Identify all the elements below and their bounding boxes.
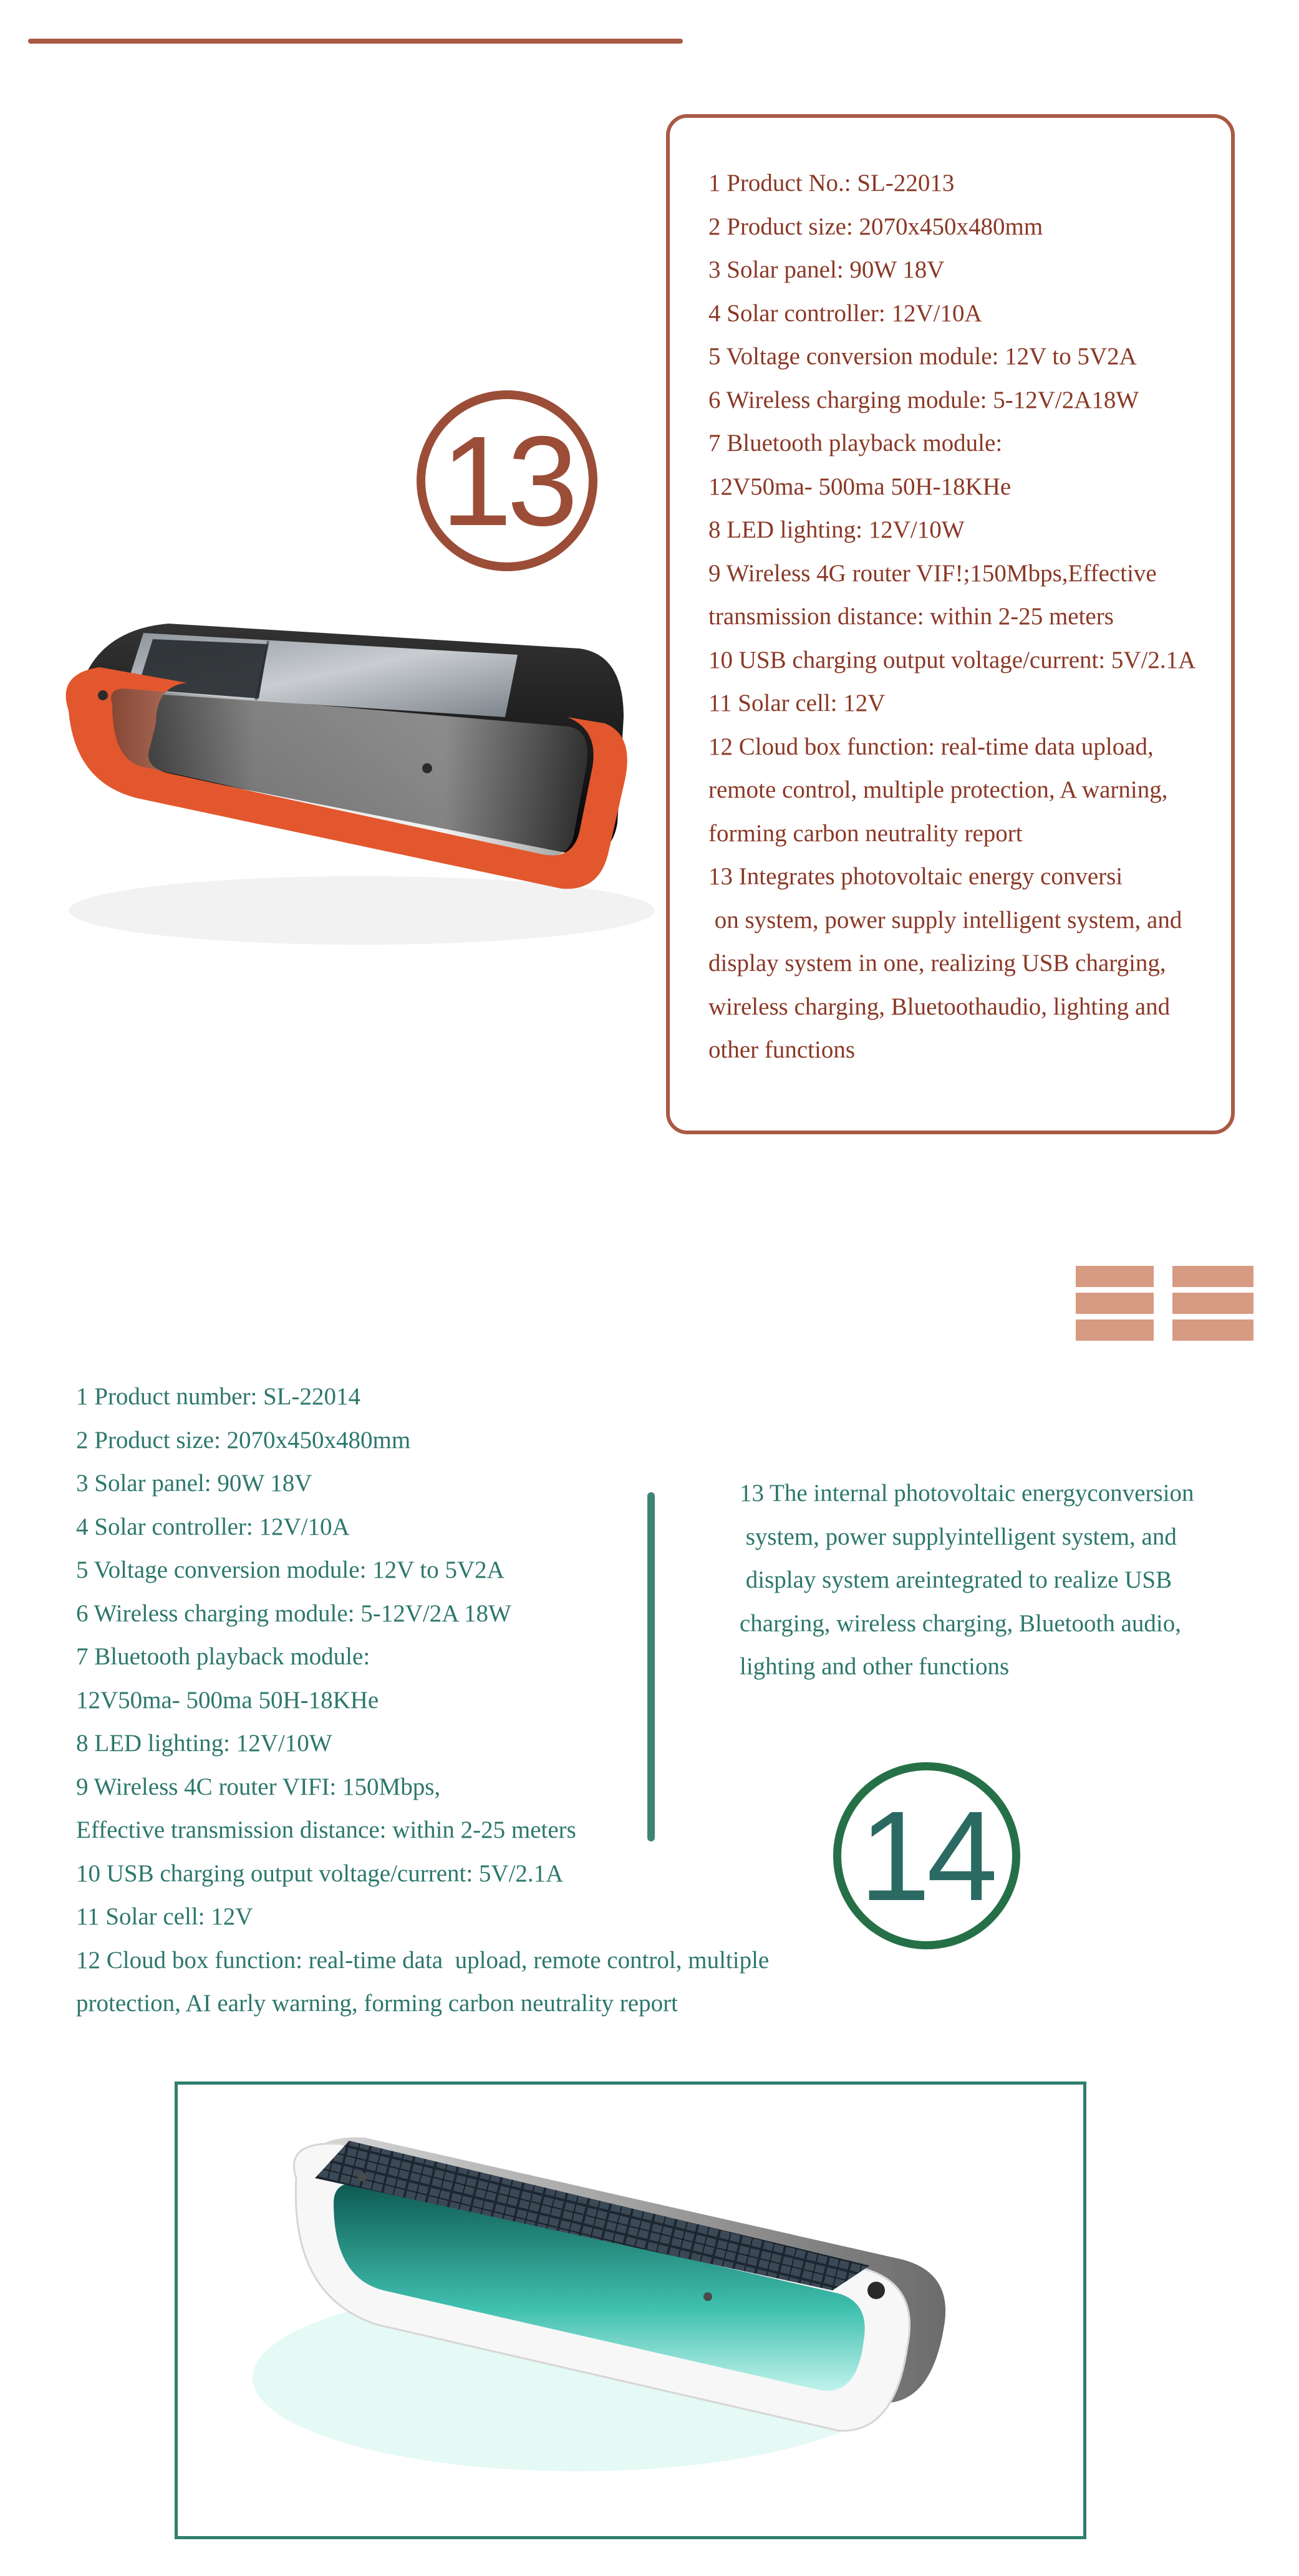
spec-line: 4 Solar controller: 12V/10A	[76, 1513, 350, 1540]
badge-number: 13	[440, 409, 574, 552]
product-image-frame-14	[175, 2082, 1086, 2539]
note-line: lighting and other functions	[740, 1653, 1010, 1680]
spec-line: 7 Bluetooth playback module:	[708, 430, 1003, 456]
spec-line: 3 Solar panel: 90W 18V	[76, 1470, 312, 1497]
note-line: 13 The internal photovoltaic energyconversion	[740, 1480, 1194, 1507]
spec-line: Effective transmission distance: within 2-25 meters	[76, 1816, 576, 1843]
spec-line: remote control, multiple protection, A warning,	[708, 776, 1168, 803]
spec-line: 7 Bluetooth playback module:	[76, 1643, 370, 1670]
spec-line: 12V50ma- 500ma 50H-18KHe	[708, 473, 1012, 500]
spec-line: 5 Voltage conversion module: 12V to 5V2A	[708, 343, 1137, 370]
spec-line: display system in one, realizing USB charging,	[708, 950, 1166, 977]
spec-line: protection, AI early warning, forming carbon neutrality report	[76, 1990, 678, 2017]
top-divider-line	[28, 39, 683, 44]
spec-line: 10 USB charging output voltage/current: 5V/2.1A	[76, 1860, 564, 1887]
spec-line: 2 Product size: 2070x450x480mm	[708, 213, 1043, 240]
spec-line: 10 USB charging output voltage/current: 5V/2.1A	[708, 646, 1196, 673]
spec-line: 2 Product size: 2070x450x480mm	[76, 1426, 411, 1454]
spec-line: 4 Solar controller: 12V/10A	[708, 299, 982, 327]
spec-line: 13 Integrates photovoltaic energy conversi	[708, 863, 1123, 890]
spec-line: 5 Voltage conversion module: 12V to 5V2A	[76, 1556, 505, 1583]
note-line: display system areintegrated to realize USB	[740, 1566, 1172, 1593]
spec-line: 6 Wireless charging module: 5-12V/2A18W	[708, 386, 1139, 413]
spec-line: 12V50ma- 500ma 50H-18KHe	[76, 1686, 379, 1714]
spec-line: wireless charging, Bluetoothaudio, lighting and	[708, 993, 1171, 1020]
note-line: charging, wireless charging, Bluetooth audio,	[740, 1609, 1181, 1637]
vertical-divider	[647, 1492, 655, 1841]
spec-line: on system, power supply intelligent system, and	[708, 906, 1182, 933]
solar-bench-image-14	[178, 2085, 1083, 2536]
spec-line: transmission distance: within 2-25 meters	[708, 603, 1114, 630]
spec-line: 9 Wireless 4C router VIFI: 150Mbps,	[76, 1773, 441, 1800]
spec-line: 3 Solar panel: 90W 18V	[708, 256, 945, 283]
spec-line: 6 Wireless charging module: 5-12V/2A 18W	[76, 1599, 511, 1627]
badge-number: 14	[859, 1784, 995, 1927]
spec-line: 8 LED lighting: 12V/10W	[76, 1730, 332, 1757]
spec-list-13	[708, 162, 1231, 1072]
product-number-badge-14	[833, 1762, 1020, 1949]
note-line: system, power supplyintelligent system, and	[740, 1523, 1177, 1550]
spec-line: other functions	[708, 1036, 856, 1063]
solar-bench-image-13	[44, 561, 661, 960]
spec-line: 1 Product number: SL-22014	[76, 1383, 361, 1410]
spec-line: 1 Product No.: SL-22013	[708, 170, 955, 196]
spec-box-13	[666, 114, 1235, 1134]
spec-line: 11 Solar cell: 12V	[76, 1903, 253, 1930]
decorative-blocks	[1076, 1266, 1253, 1341]
spec-line: 12 Cloud box function: real-time data upload, remote control, multiple	[76, 1946, 770, 1974]
spec-line: forming carbon neutrality report	[708, 819, 1023, 847]
spec-line: 11 Solar cell: 12V	[708, 690, 886, 716]
product-number-badge-13	[417, 390, 597, 571]
feature-note-14	[740, 1472, 1194, 1689]
spec-line: 9 Wireless 4G router VIF!;150Mbps,Effective	[708, 559, 1157, 587]
spec-line: 12 Cloud box function: real-time data upload,	[708, 733, 1154, 760]
spec-list-14	[76, 1375, 769, 2025]
spec-line: 8 LED lighting: 12V/10W	[708, 516, 965, 543]
